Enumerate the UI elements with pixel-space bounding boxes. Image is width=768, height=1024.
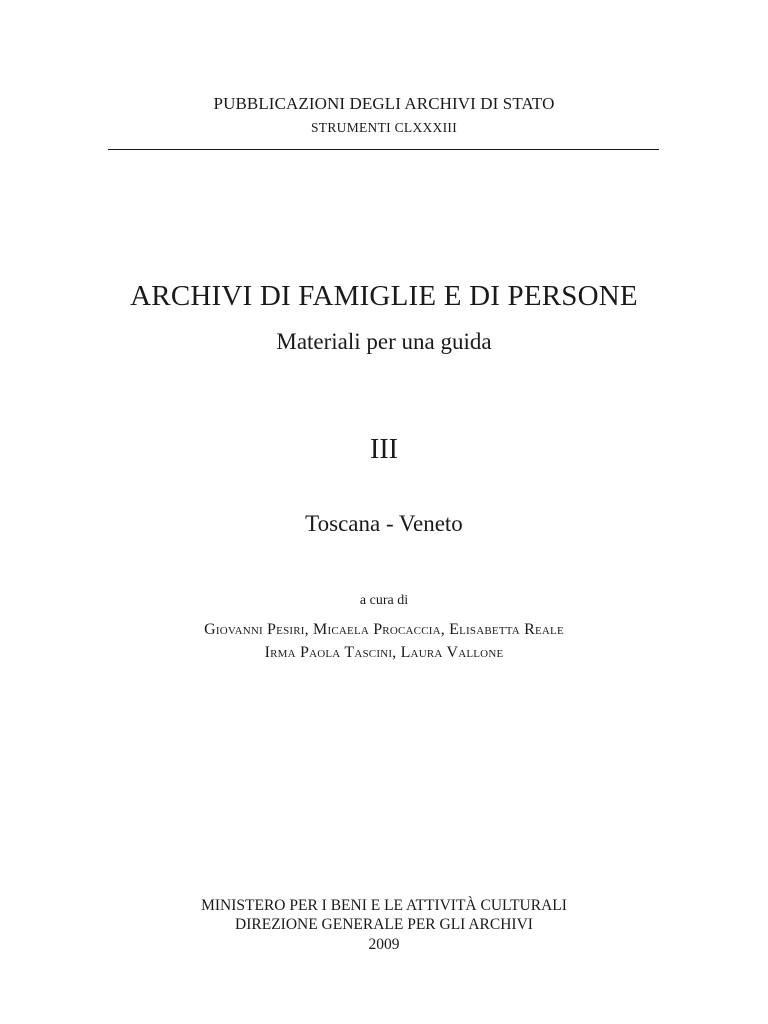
- series-number: STRUMENTI CLXXXIII: [310, 120, 457, 135]
- volume-title: Toscana - Veneto: [305, 511, 463, 536]
- book-subtitle: Materiali per una guida: [276, 329, 492, 354]
- header-divider: [108, 149, 659, 150]
- book-title: ARCHIVI DI FAMIGLIE E DI PERSONE: [130, 280, 638, 312]
- volume-number: III: [370, 434, 398, 465]
- curated-by-label: a cura di: [359, 593, 409, 608]
- editors-line-2: Irma Paola Tascini, Laura Vallone: [264, 644, 504, 661]
- publication-year: 2009: [368, 936, 400, 953]
- series-title: PUBBLICAZIONI DEGLI ARCHIVI DI STATO: [213, 94, 555, 113]
- editors-line-1: Giovanni Pesiri, Micaela Procaccia, Elisabetta Reale: [204, 621, 564, 638]
- publisher-ministry: MINISTERO PER I BENI E LE ATTIVITÀ CULTURALI: [201, 897, 567, 914]
- publisher-directorate: DIREZIONE GENERALE PER GLI ARCHIVI: [235, 916, 533, 933]
